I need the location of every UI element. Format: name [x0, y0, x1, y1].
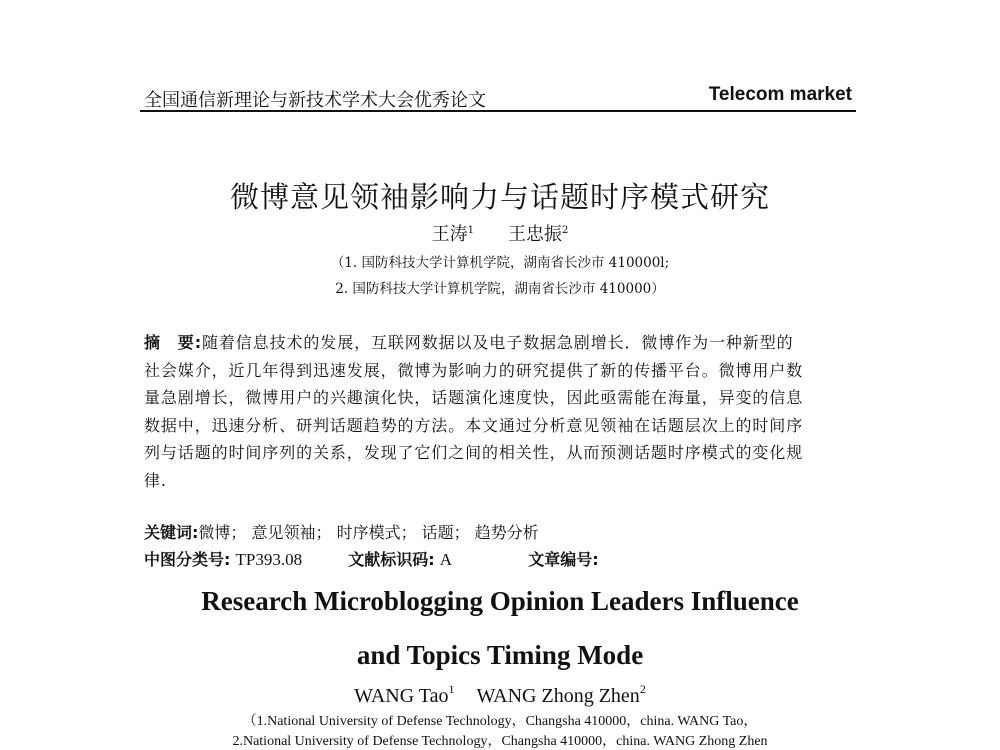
abstract-line: 律.	[144, 470, 167, 490]
abstract	[144, 329, 838, 495]
header-divider	[140, 110, 856, 112]
paper-title-en-line: and Topics Timing Mode	[356, 640, 644, 670]
affiliation-en-line: 2.National University of Defense Technology，Changsha 410000，china. WANG Zhong Zhen	[232, 734, 768, 749]
clc-value: TP393.08	[235, 550, 303, 569]
author-affiliation-mark: 1	[448, 682, 455, 696]
authors-en	[0, 682, 1000, 708]
abstract-line: 列与话题的时间序列的关系，发现了它们之间的相关性，从而预测话题时序模式的变化规	[144, 443, 804, 463]
clc-label: 中图分类号:	[144, 550, 231, 569]
keywords-label: 关键词:	[144, 523, 199, 542]
abstract-label: 摘 要:	[144, 333, 202, 352]
affiliation-cn-line: （1. 国防科技大学计算机学院，湖南省长沙市 410000l;	[330, 255, 670, 271]
paper-title-en-line: Research Microblogging Opinion Leaders Influence	[201, 586, 799, 616]
abstract-line: 社会媒介，近几年得到迅速发展，微博为影响力的研究提供了新的传播平台。微博用户数	[144, 360, 804, 380]
journal-name-en: Telecom market	[708, 84, 852, 105]
author-name-en: WANG Tao	[354, 685, 449, 707]
keywords-value: 微博； 意见领袖； 时序模式； 话题； 趋势分析	[198, 523, 539, 542]
author-affiliation-mark: 2	[639, 682, 646, 696]
keywords	[144, 520, 539, 543]
affiliation-en-line: （1.National University of Defense Technology，Changsha 410000，china. WANG Tao，	[242, 714, 758, 729]
doc-code-value: A	[439, 550, 453, 569]
author-name: 王忠振	[508, 224, 562, 245]
author-affiliation-mark: 2	[562, 225, 569, 236]
abstract-line: 随着信息技术的发展，互联网数据以及电子数据急剧增长．微博作为一种新型的	[202, 333, 794, 352]
authors-cn	[0, 220, 1000, 246]
doc-code-label: 文献标识码:	[348, 550, 435, 569]
classification-row	[144, 547, 599, 570]
journal-name-cn: 全国通信新理论与新技术学术大会优秀论文	[144, 90, 486, 111]
author-name: 王涛	[431, 224, 468, 245]
abstract-line: 数据中，迅速分析、研判话题趋势的方法。本文通过分析意见领袖在话题层次上的时间序	[144, 415, 804, 435]
author-name-en: WANG Zhong Zhen	[476, 685, 640, 707]
paper-title-cn: 微博意见领袖影响力与话题时序模式研究	[229, 180, 770, 214]
abstract-line: 量急剧增长，微博用户的兴趣演化快，话题演化速度快，因此亟需能在海量，异变的信息	[144, 388, 804, 408]
affiliation-cn-line: 2. 国防科技大学计算机学院，湖南省长沙市 410000）	[335, 281, 665, 297]
author-affiliation-mark: 1	[467, 225, 474, 236]
article-number-label: 文章编号:	[528, 550, 599, 569]
